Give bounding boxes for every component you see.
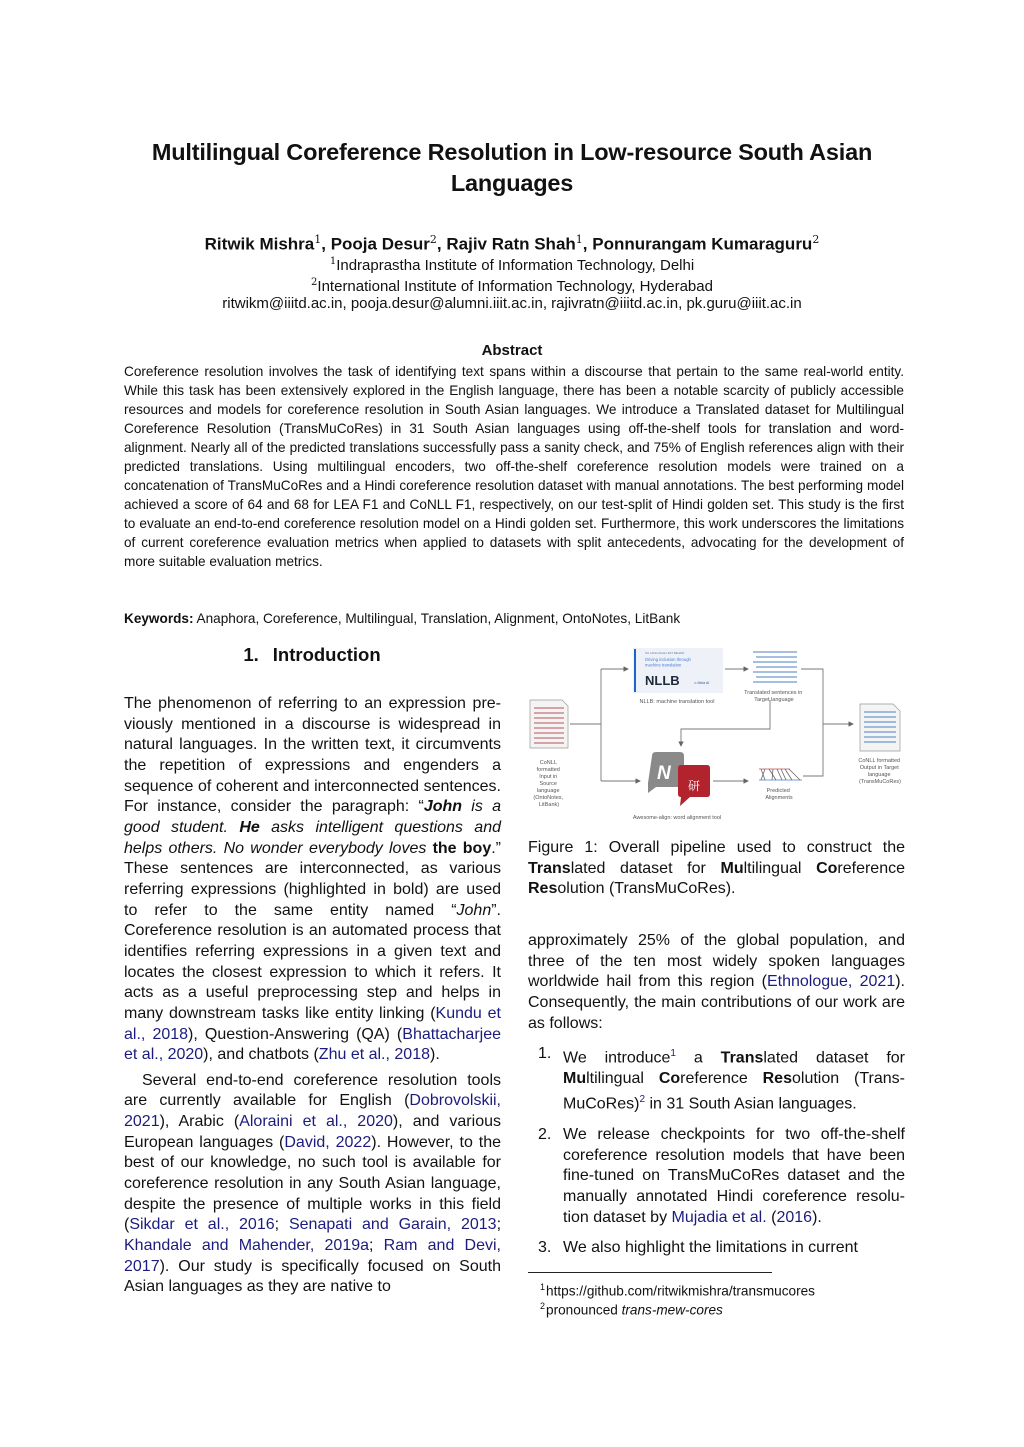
intro-paragraph-2: Several end-to-end coreference resolution tools are currently available for English (Dobrovolskii, 2021), Arabic (Aloraini et al., 2020), and various European languages (David, 2022). However, to the best of our knowledge, no such tool is available for coreference resolution in any South Asian language, despite the presence of multiple works in this field (Sikdar et al., 2016; Senapati and Garain, 2013; Khandale and Mahender, 2019a; Ram and Devi, 2017). Our study is specifically focused on South Asian languages as they are native to xyxy=(124,1071,502,1296)
github-link[interactable]: https://github.com/ritwikmishra/transmucores xyxy=(546,1283,815,1299)
input-document-icon xyxy=(530,700,568,748)
author-name: Ponnurangam Kumaraguru xyxy=(592,234,813,254)
svg-text:machine translation: machine translation xyxy=(645,662,682,668)
author-name: Rajiv Ratn Shah xyxy=(446,234,576,254)
left-column xyxy=(124,694,501,1298)
output-label: CoNLL formatted Output in Target language (TransMuCoRes) xyxy=(858,758,901,785)
figure-caption: Figure 1: Overall pipeline used to construct the Translated dataset for Multilingual Coreference Resolution (TransMuCoRes). xyxy=(528,839,905,897)
awesome-align-logo xyxy=(648,752,710,806)
contributions-list xyxy=(528,1044,905,1259)
abstract-heading: Abstract xyxy=(481,342,543,359)
keywords xyxy=(124,609,904,628)
footnote-ref[interactable]: 2 xyxy=(639,1093,646,1105)
affil-mark: 2 xyxy=(311,277,318,288)
section-number: 1. xyxy=(243,644,259,665)
author-emails: ritwikm@iiitd.ac.in, pooja.desur@alumni.iiit.ac.in, rajivratn@iiitd.ac.in, pk.guru@iiit.ac.in xyxy=(222,295,802,312)
right-paragraph: approximately 25% of the global population, and three of the ten most widely spoken languages worldwide hail from this region (Ethnologue, 2021). Consequently, the main contributions of our work are as follows: xyxy=(528,932,905,1032)
bold-mention: John xyxy=(423,798,463,816)
output-document-icon xyxy=(860,704,900,751)
citation-link[interactable]: Kundu et al., 2018 xyxy=(124,1004,501,1043)
affil-mark: 1 xyxy=(575,233,583,246)
citation-link[interactable]: 2016 xyxy=(776,1208,813,1226)
abstract-text: Coreference resolution involves the task of identifying text spans within a discourse that pertain to the same real-world entity. While this task has been extensively explored in the English language, there has been a notable scarcity of publicly accessible resources and models for coreference resolution in South Asian languages. We introduce a Translated dataset for Multilingual Coreference Resolution (TransMuCoRes) in 31 South Asian languages using off-the-shelf tools for translation and word-alignment. Nearly all of the predicted translations successfully pass a sanity check, and 75% of English references align with their predicted translations. Using multilingual encoders, two off-the-shelf coreference resolution models were trained on a concatenation of TransMuCoRes and a Hindi coreference resolution dataset with manual annotations. The best performing model achieved a score of 64 and 68 for LEA F1 and CoNLL F1, respectively, on our test-split of Hindi golden set. This study is the first to evaluate an end-to-end coreference resolution model on a Hindi golden set. Furthermore, this work underscores the limitations of current coreference evaluation metrics when applied to datasets with split antecedents, advocating for the development of more suitable evaluation metrics. xyxy=(124,364,904,570)
footnote-2: $^2$pronounced trans-mew-cores xyxy=(540,1301,723,1318)
author-name: Pooja Desur xyxy=(330,234,430,254)
affil-mark: 1 xyxy=(329,256,337,267)
contribution-item: 3. We also highlight the limitations in current xyxy=(538,1239,858,1257)
translated-label: Translated sentences in Target language xyxy=(744,690,803,703)
section-heading xyxy=(124,644,500,666)
footnote-rule xyxy=(528,1272,772,1273)
svg-text:NLLB: NLLB xyxy=(645,673,680,688)
affil-mark: 1 xyxy=(314,233,322,246)
affiliation-text: Indraprastha Institute of Information Technology, Delhi xyxy=(336,257,695,274)
nllb-logo-card xyxy=(633,648,723,693)
section-title: Introduction xyxy=(272,644,381,665)
svg-text:研: 研 xyxy=(687,779,701,793)
citation-link[interactable]: Mujadia et al. xyxy=(671,1208,767,1226)
citation-link[interactable]: Ram and Devi, 2017 xyxy=(124,1237,502,1275)
affil-mark: 2 xyxy=(812,233,820,246)
predicted-alignments-icon xyxy=(759,769,802,780)
svg-text:NO LANGUAGE LEFT BEHIND: NO LANGUAGE LEFT BEHIND xyxy=(645,651,685,655)
right-column xyxy=(528,931,905,1269)
keywords-label: Keywords: xyxy=(124,611,194,626)
bold-mention: the boy xyxy=(432,839,492,857)
intro-paragraph-1: The phenomenon of referring to an expression previously mentioned in a discourse is widespread in natural languages. In the written text, it circumvents the repetition of expressions and engenders a sequence of coherent and interconnected sentences. For instance, consider the paragraph: “John is a good student. He asks intelligent questions and helps others. No wonder everybody loves the boy.” These sentences are interconnected, as various referring expressions (highlighted in bold) are used to refer to the same entity named “John”. Coreference resolution is an automated process that identifies referring expressions in a given text and locates the closest expression to which it refers. It acts as a useful preprocessing step and helps in many downstream tasks like entity linking (Kundu et al., 2018), Question-Answering (QA) (Bhattacharjee et al., 2020), and chatbots (Zhu et al., 2018). xyxy=(124,695,502,1064)
svg-text:Driving inclusion through: Driving inclusion through xyxy=(645,657,691,662)
citation-link[interactable]: Senapati and Garain, 2013 xyxy=(288,1216,497,1234)
affiliation-text: International Institute of Information Technology, Hyderabad xyxy=(317,278,713,295)
citation-link[interactable]: Aloraini et al., 2020 xyxy=(239,1113,393,1131)
bold-mention: He xyxy=(239,818,260,836)
contribution-item: 2. We release checkpoints for two off-the-shelf coreference resolution models that have been fine-tuned on TransMuCoRes dataset and the manually annotated Hindi coreference resolution dataset by Mujadia et al. (2016). xyxy=(538,1125,905,1226)
keywords-text: Anaphora, Coreference, Multilingual, Translation, Alignment, OntoNotes, LitBank xyxy=(193,611,681,626)
paper-title: Multilingual Coreference Resolution in Low-resource South Asian Languages xyxy=(151,139,873,196)
svg-text:N: N xyxy=(657,763,671,784)
contribution-item: 1. We introduce$^1$ a Translated dataset for Multilingual Coreference Resolution (TransMuCoRes)$^2$ in 31 South Asian languages. xyxy=(538,1045,905,1113)
author-list: Ritwik Mishra$^1$, Pooja Desur$^2$, Rajiv Ratn Shah$^1$, Ponnurangam Kumaraguru$^2$ xyxy=(204,233,820,254)
citation-link[interactable]: Dobrovolskii, 2021 xyxy=(124,1092,501,1131)
citation-link[interactable]: Zhu et al., 2018 xyxy=(318,1046,430,1064)
awesome-align-label: Awesome-align: word alignment tool xyxy=(632,815,722,821)
citation-link[interactable]: Khandale and Mahender, 2019a xyxy=(124,1237,370,1255)
author-name: Ritwik Mishra xyxy=(204,234,315,254)
footnote-ref[interactable]: 1 xyxy=(670,1048,676,1060)
citation-link[interactable]: Sikdar et al., 2016 xyxy=(129,1216,275,1234)
nllb-label: NLLB: machine translation tool xyxy=(639,699,715,705)
svg-text:∞ Meta AI: ∞ Meta AI xyxy=(694,681,710,685)
translated-sentences-icon xyxy=(753,652,797,682)
footnote-1: $^1$https://github.com/ritwikmishra/transmucores xyxy=(540,1282,815,1299)
citation-link[interactable]: David, 2022 xyxy=(284,1133,372,1151)
citation-link[interactable]: Ethnologue, 2021 xyxy=(766,973,896,991)
affil-mark: 2 xyxy=(429,233,437,246)
citation-link[interactable]: Bhattacharjee et al., 2020 xyxy=(124,1025,501,1064)
input-label: CoNLL formatted Input in Source language (OntoNotes, LitBank) xyxy=(533,760,564,808)
pipeline-figure xyxy=(520,640,910,830)
predicted-alignments-label: Predicted Alignments xyxy=(765,788,793,801)
